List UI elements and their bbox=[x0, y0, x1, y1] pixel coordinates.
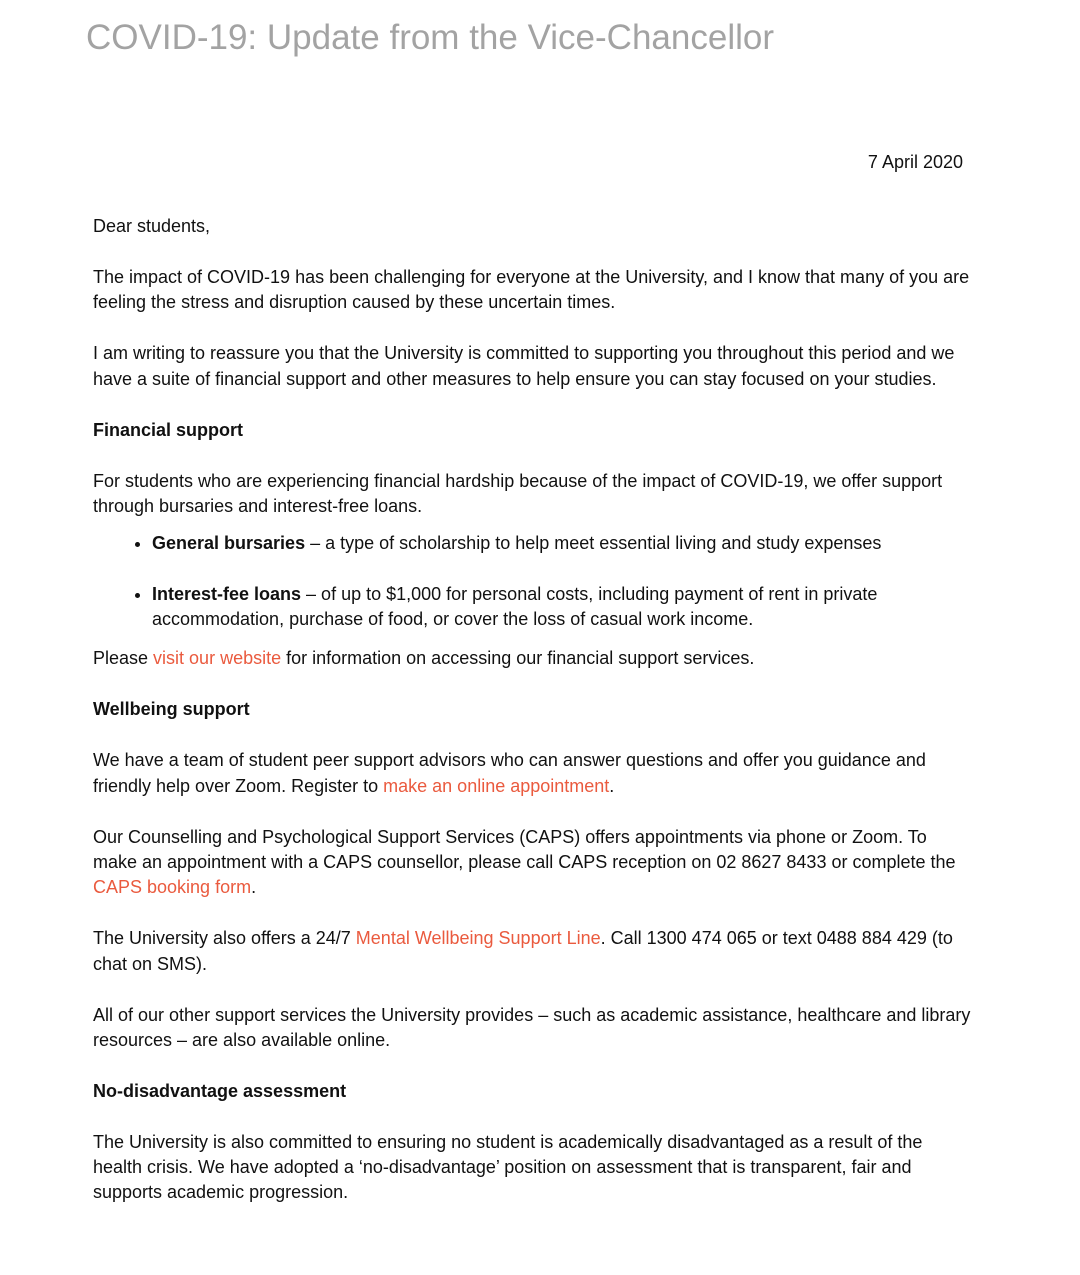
caps-paragraph bbox=[93, 825, 973, 901]
list-item-desc: – of up to $1,000 for personal costs, including payment of rent in private accommodation, purchase of food, or cover the loss of casual work income. bbox=[152, 583, 878, 630]
page-title: COVID-19: Update from the Vice-Chancellor bbox=[86, 18, 774, 57]
support-line-paragraph bbox=[93, 926, 973, 977]
greeting: Dear students, bbox=[93, 216, 211, 236]
visit-website-paragraph bbox=[93, 646, 973, 671]
intro-paragraph-2: I am writing to reassure you that the University is committed to supporting you throughout this period and we have a suite of financial support and other measures to help ensure you can stay focused on your studies. bbox=[93, 343, 955, 389]
text: . bbox=[251, 877, 257, 898]
financial-support-list bbox=[93, 531, 973, 633]
peer-support-paragraph bbox=[93, 748, 973, 799]
text: for information on accessing our financial support services. bbox=[281, 648, 755, 669]
list-item-desc: – a type of scholarship to help meet essential living and study expenses bbox=[305, 532, 882, 553]
text: . bbox=[609, 775, 615, 796]
wellbeing-support-heading: Wellbeing support bbox=[93, 699, 250, 720]
financial-support-text: For students who are experiencing financial hardship because of the impact of COVID-19, we offer support through bursaries and interest-free loans. bbox=[93, 470, 943, 516]
assessment-text: The University is also committed to ensuring no student is academically disadvantaged as a result of the health crisis. We have adopted a ‘no-disadvantage’ position on assessment that is transparent, fair and supports academic progression. bbox=[93, 1131, 923, 1203]
list-item bbox=[152, 582, 973, 633]
text: We have a team of student peer support advisors who can answer questions and offer you guidance and friendly help over Zoom. Register to bbox=[93, 750, 926, 796]
caps-booking-form-link[interactable]: CAPS booking form bbox=[93, 877, 252, 898]
list-item bbox=[152, 531, 973, 556]
online-appointment-link[interactable]: make an online appointment bbox=[383, 775, 610, 796]
text: Our Counselling and Psychological Support Services (CAPS) offers appointments via phone or Zoom. To make an appointment with a CAPS counsellor, please call CAPS reception on 02 8627 8433 or complete the bbox=[93, 826, 956, 872]
text: . Call 1300 474 065 or text 0488 884 429 (to chat on SMS). bbox=[93, 928, 953, 974]
letter-body bbox=[93, 214, 973, 1231]
other-services-paragraph: All of our other support services the University provides – such as academic assistance, healthcare and library resources – are also available online. bbox=[93, 1004, 971, 1050]
financial-support-heading: Financial support bbox=[93, 419, 244, 440]
list-item-term: Interest-fee loans bbox=[152, 583, 302, 604]
visit-website-link[interactable]: visit our website bbox=[153, 648, 282, 669]
text: Please bbox=[93, 648, 154, 669]
letter-date: 7 April 2020 bbox=[867, 152, 963, 172]
list-item-term: General bursaries bbox=[152, 532, 306, 553]
mental-wellbeing-support-line-link[interactable]: Mental Wellbeing Support Line bbox=[355, 928, 601, 949]
intro-paragraph-1: The impact of COVID-19 has been challenging for everyone at the University, and I know that many of you are feeling the stress and disruption caused by these uncertain times. bbox=[93, 266, 970, 313]
text: The University also offers a 24/7 bbox=[93, 928, 356, 949]
assessment-heading: No-disadvantage assessment bbox=[93, 1080, 347, 1101]
